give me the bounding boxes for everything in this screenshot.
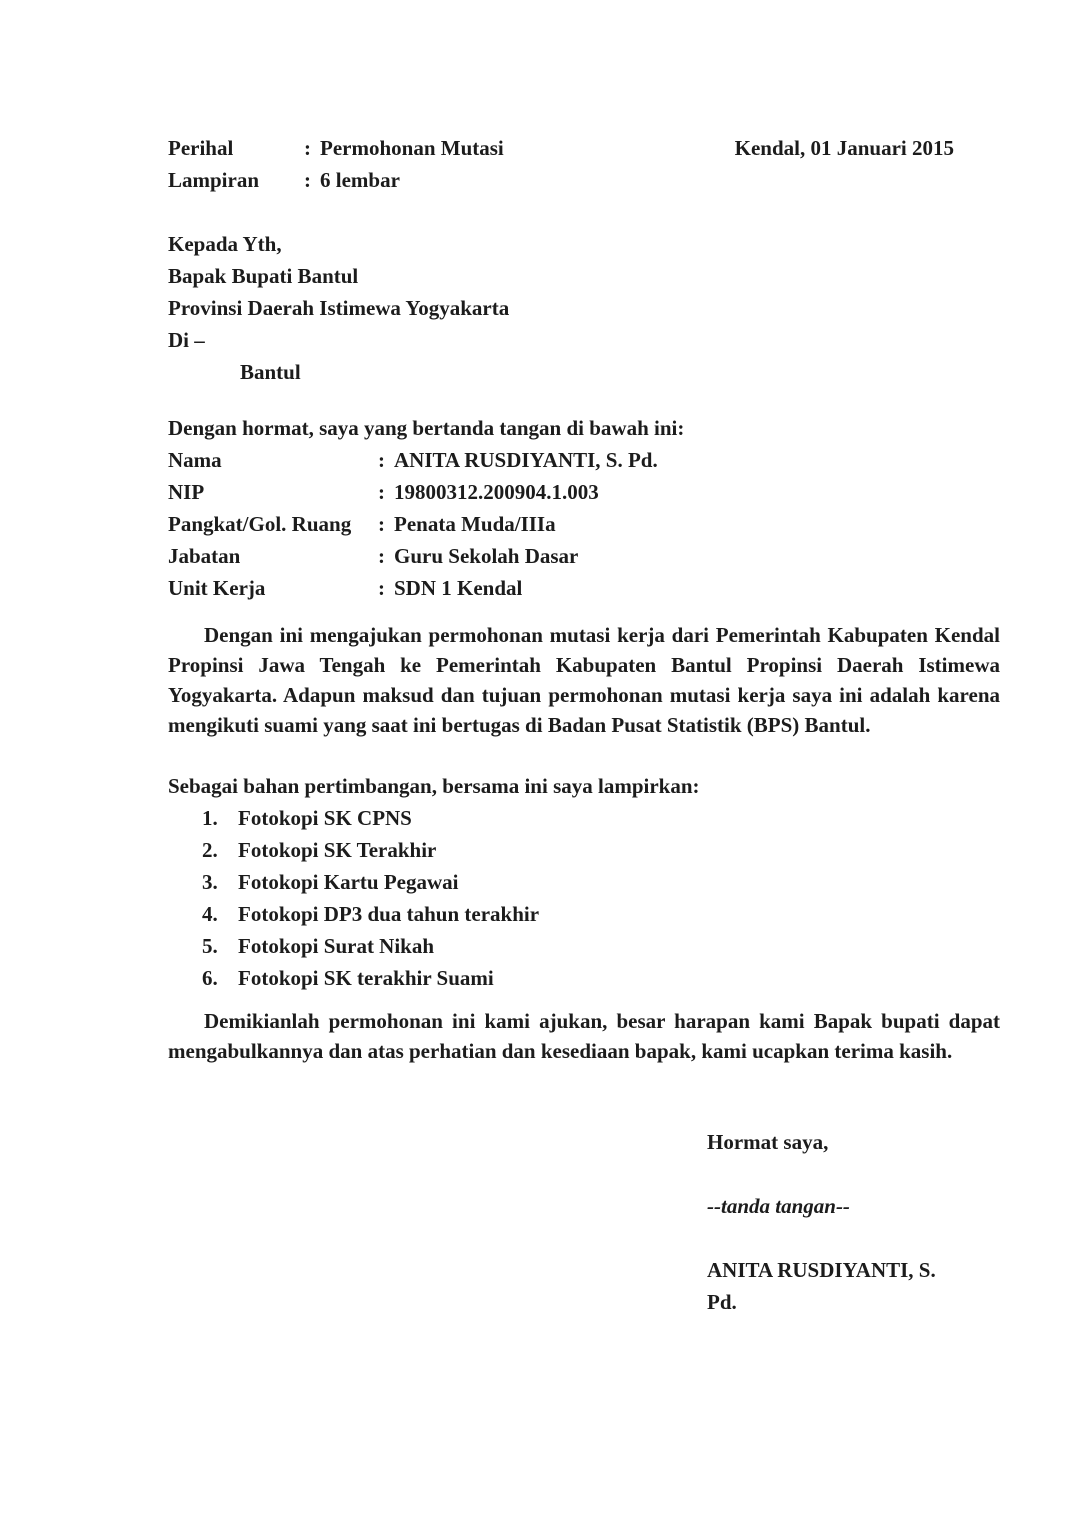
recipient-block [168, 228, 1000, 388]
signature-block [707, 1126, 1002, 1318]
colon-separator: : [378, 576, 385, 600]
recipient-city: Bantul [240, 360, 301, 384]
nama-value: ANITA RUSDIYANTI, S. Pd. [394, 448, 658, 472]
identity-row-nama [168, 444, 1000, 476]
signature-name-line: Pd. [707, 1290, 737, 1314]
attachment-item: Fotokopi SK CPNS [238, 806, 412, 830]
attachment-item: Fotokopi SK terakhir Suami [238, 966, 494, 990]
recipient-line: Kepada Yth, [168, 232, 282, 256]
attachment-item: Fotokopi Surat Nikah [238, 934, 435, 958]
identity-row-unit-kerja [168, 572, 1000, 604]
recipient-line: Di – [168, 328, 205, 352]
attachment-item: Fotokopi DP3 dua tahun terakhir [238, 902, 540, 926]
closing-paragraph: Demikianlah permohonan ini kami ajukan, besar harapan kami Bapak bupati dapat mengabulkannya dan atas perhatian dan kesediaan bapak, kami ucapkan terima kasih. [168, 1009, 1000, 1063]
meta-block [168, 132, 504, 196]
body-paragraph: Dengan ini mengajukan permohonan mutasi kerja dari Pemerintah Kabupaten Kendal Propinsi Jawa Tengah ke Pemerintah Kabupaten Bantul Propinsi Daerah Istimewa Yogyakarta. Adapun maksud dan tujuan permohonan mutasi kerja saya ini adalah karena mengikuti suami yang saat ini bertugas di Badan Pusat Statistik (BPS) Bantul. [168, 623, 1000, 737]
identity-row-pangkat [168, 508, 1000, 540]
attachment-item: Fotokopi SK Terakhir [238, 838, 437, 862]
attachment-item: Fotokopi Kartu Pegawai [238, 870, 459, 894]
perihal-value: Permohonan Mutasi [320, 136, 504, 160]
identity-block [168, 412, 1000, 604]
colon-separator: : [378, 512, 385, 536]
nip-label: NIP [168, 480, 205, 504]
signature-opening: Hormat saya, [707, 1130, 829, 1154]
colon-separator: : [378, 480, 385, 504]
meta-row-lampiran [168, 164, 504, 196]
pangkat-label: Pangkat/Gol. Ruang [168, 512, 352, 536]
perihal-label: Perihal [168, 136, 234, 160]
meta-row-perihal [168, 132, 504, 164]
pangkat-value: Penata Muda/IIIa [394, 512, 556, 536]
unit-kerja-value: SDN 1 Kendal [394, 576, 523, 600]
recipient-line: Bapak Bupati Bantul [168, 264, 359, 288]
letter-header [168, 132, 1000, 196]
lampiran-label: Lampiran [168, 168, 260, 192]
signature-name-line: ANITA RUSDIYANTI, S. [707, 1258, 936, 1282]
colon-separator: : [378, 544, 385, 568]
signature-name [707, 1254, 1002, 1318]
identity-row-jabatan [168, 540, 1000, 572]
salutation: Dengan hormat, saya yang bertanda tangan di bawah ini: [168, 416, 685, 440]
colon-separator: : [378, 448, 385, 472]
jabatan-label: Jabatan [168, 544, 241, 568]
signature-placeholder: --tanda tangan-- [707, 1194, 850, 1218]
identity-row-nip [168, 476, 1000, 508]
nip-value: 19800312.200904.1.003 [394, 480, 599, 504]
dateline: Kendal, 01 Januari 2015 [734, 136, 954, 160]
lampiran-value: 6 lembar [320, 168, 400, 192]
attachments-intro: Sebagai bahan pertimbangan, bersama ini saya lampirkan: [168, 774, 700, 798]
attachments-list [168, 802, 1000, 994]
colon-separator: : [304, 136, 311, 160]
jabatan-value: Guru Sekolah Dasar [394, 544, 579, 568]
colon-separator: : [304, 168, 311, 192]
unit-kerja-label: Unit Kerja [168, 576, 266, 600]
recipient-line: Provinsi Daerah Istimewa Yogyakarta [168, 296, 510, 320]
attachments-block [168, 770, 1000, 994]
nama-label: Nama [168, 448, 222, 472]
